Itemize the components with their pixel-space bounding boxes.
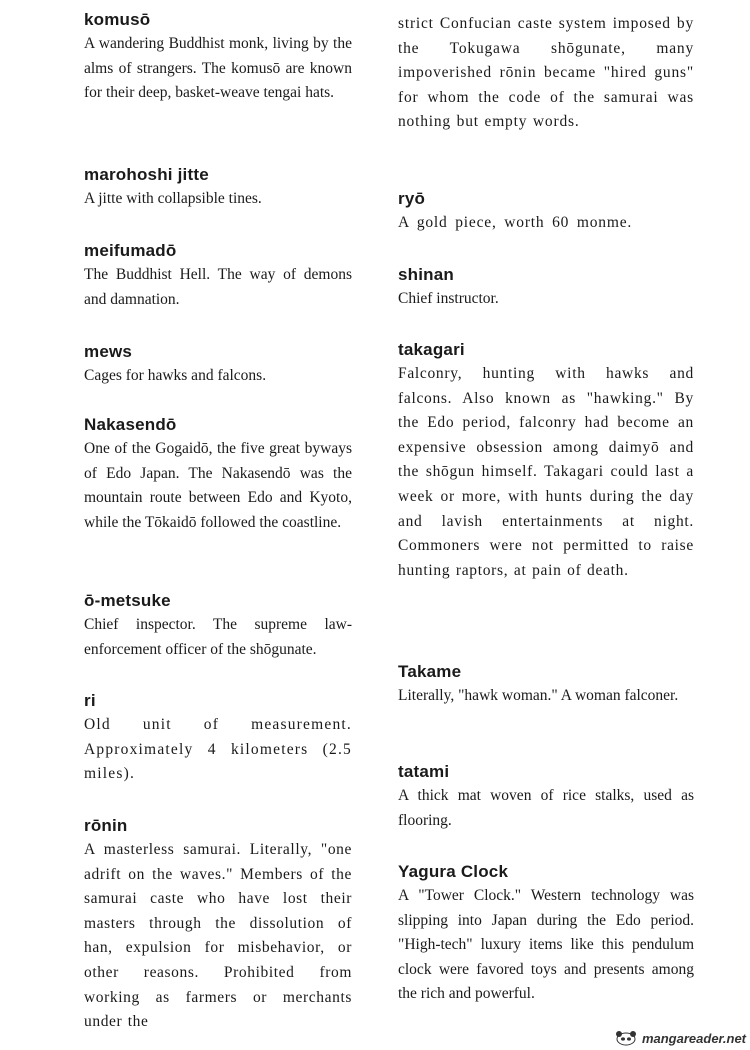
entry-definition: Chief inspector. The supreme law-enforcement officer of the shōgunate.	[84, 616, 352, 658]
glossary-entry	[84, 589, 352, 662]
entry-definition: The Buddhist Hell. The way of demons and damnation.	[84, 266, 352, 308]
entry-definition: Chief instructor.	[398, 290, 499, 307]
entry-term: ō-metsuke	[84, 591, 171, 610]
glossary-entry	[398, 263, 694, 312]
glossary-entry	[84, 163, 352, 212]
entry-term: Yagura Clock	[398, 862, 509, 881]
glossary-entry	[398, 760, 694, 833]
entry-term: rōnin	[84, 816, 128, 835]
glossary-entry	[84, 814, 352, 1035]
watermark	[613, 1030, 746, 1046]
glossary-entry	[84, 8, 352, 106]
entry-definition: A "Tower Clock." Western technology was slipping into Japan during the Edo period. "High-tech" luxury items like this pendulum clock were favored toys and presents among the rich and powerful.	[398, 887, 694, 1003]
entry-definition: Cages for hawks and falcons.	[84, 367, 267, 384]
entry-term: ri	[84, 691, 96, 710]
entry-definition: Literally, "hawk woman." A woman falconer.	[398, 687, 679, 704]
watermark-text: mangareader.net	[641, 1030, 746, 1046]
entry-term: ryō	[398, 189, 426, 208]
entry-definition: A jitte with collapsible tines.	[84, 190, 262, 207]
entry-term: Nakasendō	[84, 415, 177, 434]
glossary-entry	[398, 660, 694, 709]
panda-icon	[613, 1030, 639, 1046]
entry-term: shinan	[398, 265, 454, 284]
glossary-entry	[398, 338, 694, 583]
entry-definition: Old unit of measurement. Approximately 4 kilometers (2.5 miles).	[84, 716, 352, 783]
entry-term: marohoshi jitte	[84, 165, 209, 184]
glossary-entry	[84, 689, 352, 787]
entry-term: takagari	[398, 340, 465, 359]
entry-definition: A gold piece, worth 60 monme.	[398, 214, 633, 231]
glossary-entry	[84, 340, 352, 389]
entry-definition: A thick mat woven of rice stalks, used as flooring.	[398, 787, 694, 829]
entry-definition: A wandering Buddhist monk, living by the alms of strangers. The komusō are known for their deep, basket-weave tengai hats.	[84, 35, 352, 102]
glossary-entry	[398, 187, 694, 236]
entry-definition: One of the Gogaidō, the five great byways of Edo Japan. The Nakasendō was the mountain route between Edo and Kyoto, while the Tōkaidō followed the coastline.	[84, 440, 352, 531]
glossary-entry	[398, 860, 694, 1007]
glossary-entry	[84, 239, 352, 312]
entry-term: komusō	[84, 10, 151, 29]
entry-term: mews	[84, 342, 133, 361]
entry-definition: A masterless samurai. Literally, "one adrift on the waves." Members of the samurai caste who have lost their masters through the dissolution of han, expulsion for misbehavior, or other reasons. Prohibited from working as farmers or merchants under the	[84, 841, 352, 1031]
entry-term: tatami	[398, 762, 450, 781]
glossary-entry	[84, 413, 352, 535]
entry-term: meifumadō	[84, 241, 177, 260]
glossary-entry-continued	[398, 12, 694, 135]
entry-definition: strict Confucian caste system imposed by the Tokugawa shōgunate, many impoverished rōnin became "hired guns" for whom the code of the samurai was nothing but empty words.	[398, 15, 694, 131]
entry-term: Takame	[398, 662, 462, 681]
entry-definition: Falconry, hunting with hawks and falcons. Also known as "hawking." By the Edo period, falconry had become an expensive obsession among daimyō and the shōgun himself. Takagari could last a week or more, with hunts during the day and lavish entertainments at night. Commoners were not permitted to raise hunting raptors, at pain of death.	[398, 365, 694, 579]
